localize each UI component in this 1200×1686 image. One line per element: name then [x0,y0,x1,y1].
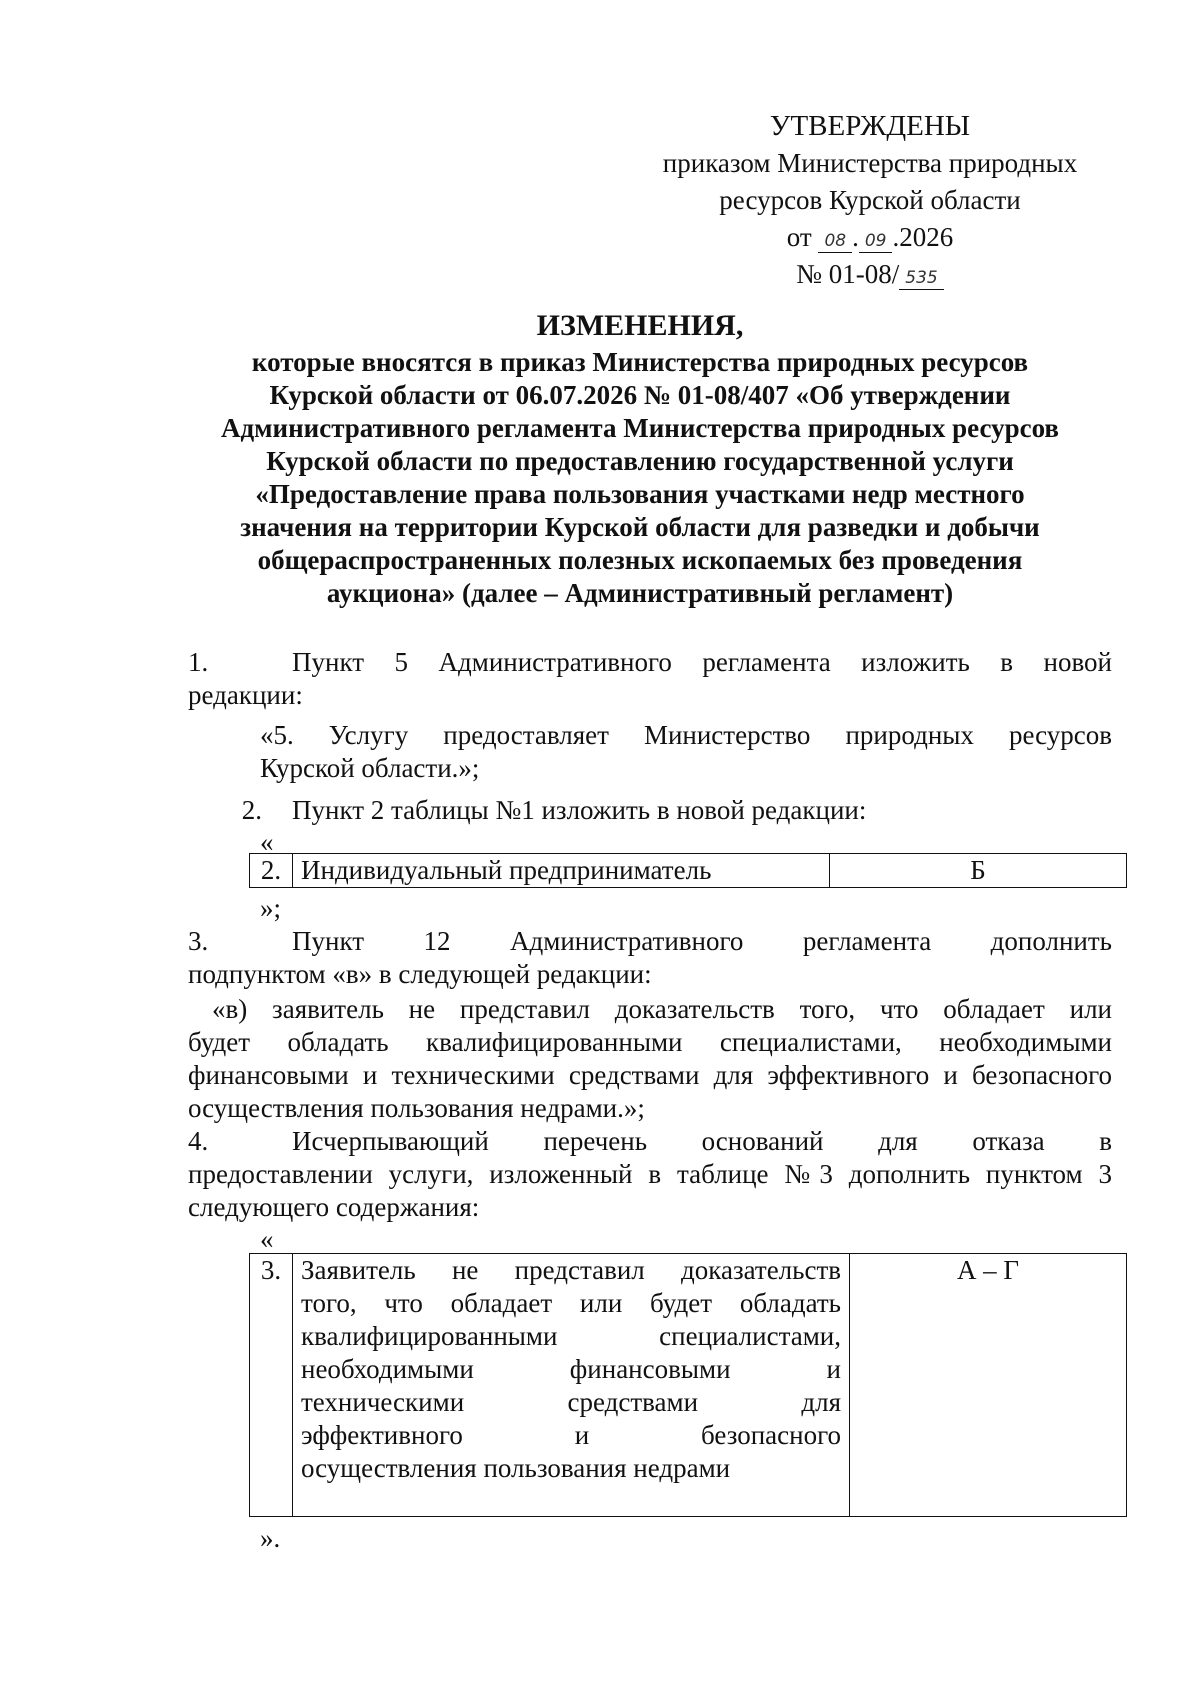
title-line: Курской области по предоставлению государственной услуги [266,446,1014,476]
item-1-quote-b: Курской области.»; [260,753,480,783]
item-4-line-c: следующего содержания: [188,1192,480,1222]
row-number: 2. [250,854,293,888]
item-1-text-a: Пункт 5 Административного регламента изложить в новой [292,647,1112,677]
item-2-text: Пункт 2 таблицы №1 изложить в новой редакции: [292,795,867,825]
table-3-row [249,1253,1127,1517]
reason-line: техническими средствами для [301,1387,841,1417]
approval-heading: УТВЕРЖДЕНЫ [769,110,971,142]
row-number: 3. [250,1254,293,1517]
item-3-quote-line: будет обладать квалифицированными специалистами, необходимыми [188,1027,1112,1057]
approval-block [640,108,1100,293]
date-month-handwritten: 09 [859,230,893,253]
table-row [250,1254,1127,1517]
item-2-line [188,794,1112,827]
date-prefix: от [786,222,812,252]
item-4-line-a [188,1125,1112,1158]
row-code: Б [830,854,1127,888]
title-main: ИЗМЕНЕНИЯ, [536,309,744,342]
reason-line: эффективного и безопасного [301,1420,841,1450]
title-line: значения на территории Курской области для разведки и добычи [240,512,1040,542]
item-number: 4. [188,1126,209,1156]
reason-line: осуществления пользования недрами [301,1453,731,1483]
number-prefix: № 01-08/ [796,259,900,289]
reason-line: Заявитель не представил доказательств [301,1255,841,1285]
item-3-quote-line: осуществления пользования недрами.»; [188,1093,645,1123]
item-4 [188,1125,1112,1254]
date-year: .2026 [892,222,954,252]
item-1-line-b: редакции: [188,680,303,710]
item-3 [188,925,1112,1125]
item-3-quote-line: финансовыми и техническими средствами для эффективного и безопасного [188,1060,1112,1090]
table-row [250,854,1127,888]
item-1-line-a [188,646,1112,679]
reason-line: того, что обладает или будет обладать [301,1288,841,1318]
title-line: общераспространенных полезных ископаемых без проведения [257,545,1023,575]
reason-line: квалифицированными специалистами, [301,1321,841,1351]
row-reason [293,1254,850,1517]
item-number: 3. [188,926,209,956]
title-line: которые вносятся в приказ Министерства природных ресурсов [251,347,1029,377]
item-2-close [188,892,1112,925]
title-line: Курской области от 06.07.2026 № 01-08/407 «Об утверждении [269,380,1011,410]
item-number: 2. [241,795,262,825]
item-2-open-quote: « [260,827,274,857]
document-title [190,306,1090,610]
item-number: 1. [188,647,209,677]
row-name: Индивидуальный предприниматель [293,854,830,888]
item-3-text-a: Пункт 12 Административного регламента дополнить [292,926,1112,956]
item-1 [188,646,1112,785]
item-2-close-quote: »; [260,893,282,923]
date-day-handwritten: 08 [818,230,852,253]
reason-line: необходимыми финансовыми и [301,1354,841,1384]
item-4-text-a: Исчерпывающий перечень оснований для отказа в [292,1126,1112,1156]
item-1-quote-a: «5. Услугу предоставляет Министерство природных ресурсов [260,720,1112,750]
item-2 [188,794,1112,857]
title-line: аукциона» (далее – Административный регламент) [326,578,954,608]
item-4-close [188,1522,1112,1555]
item-4-open-quote: « [260,1224,274,1254]
table-1-row [249,853,1127,888]
item-3-line-b: подпунктом «в» в следующей редакции: [188,959,652,989]
title-line: Административного регламента Министерства природных ресурсов [221,413,1059,443]
row-code: А – Г [850,1254,1127,1517]
item-3-quote-line: «в) заявитель не представил доказательств того, что обладает или [212,994,1112,1024]
approval-number [640,256,1100,293]
title-line: «Предоставление права пользования участками недр местного [255,479,1025,509]
item-4-line-b: предоставлении услуги, изложенный в таблице №3 дополнить пунктом 3 [188,1159,1112,1189]
approval-line-2: приказом Министерства природных [662,148,1078,178]
number-handwritten: 535 [899,267,943,290]
item-4-close-quote: ». [260,1523,281,1553]
approval-date: от 08 . 09 .2026 [786,222,954,252]
item-3-line-a [188,925,1112,958]
approval-line-3: ресурсов Курской области [719,185,1021,215]
